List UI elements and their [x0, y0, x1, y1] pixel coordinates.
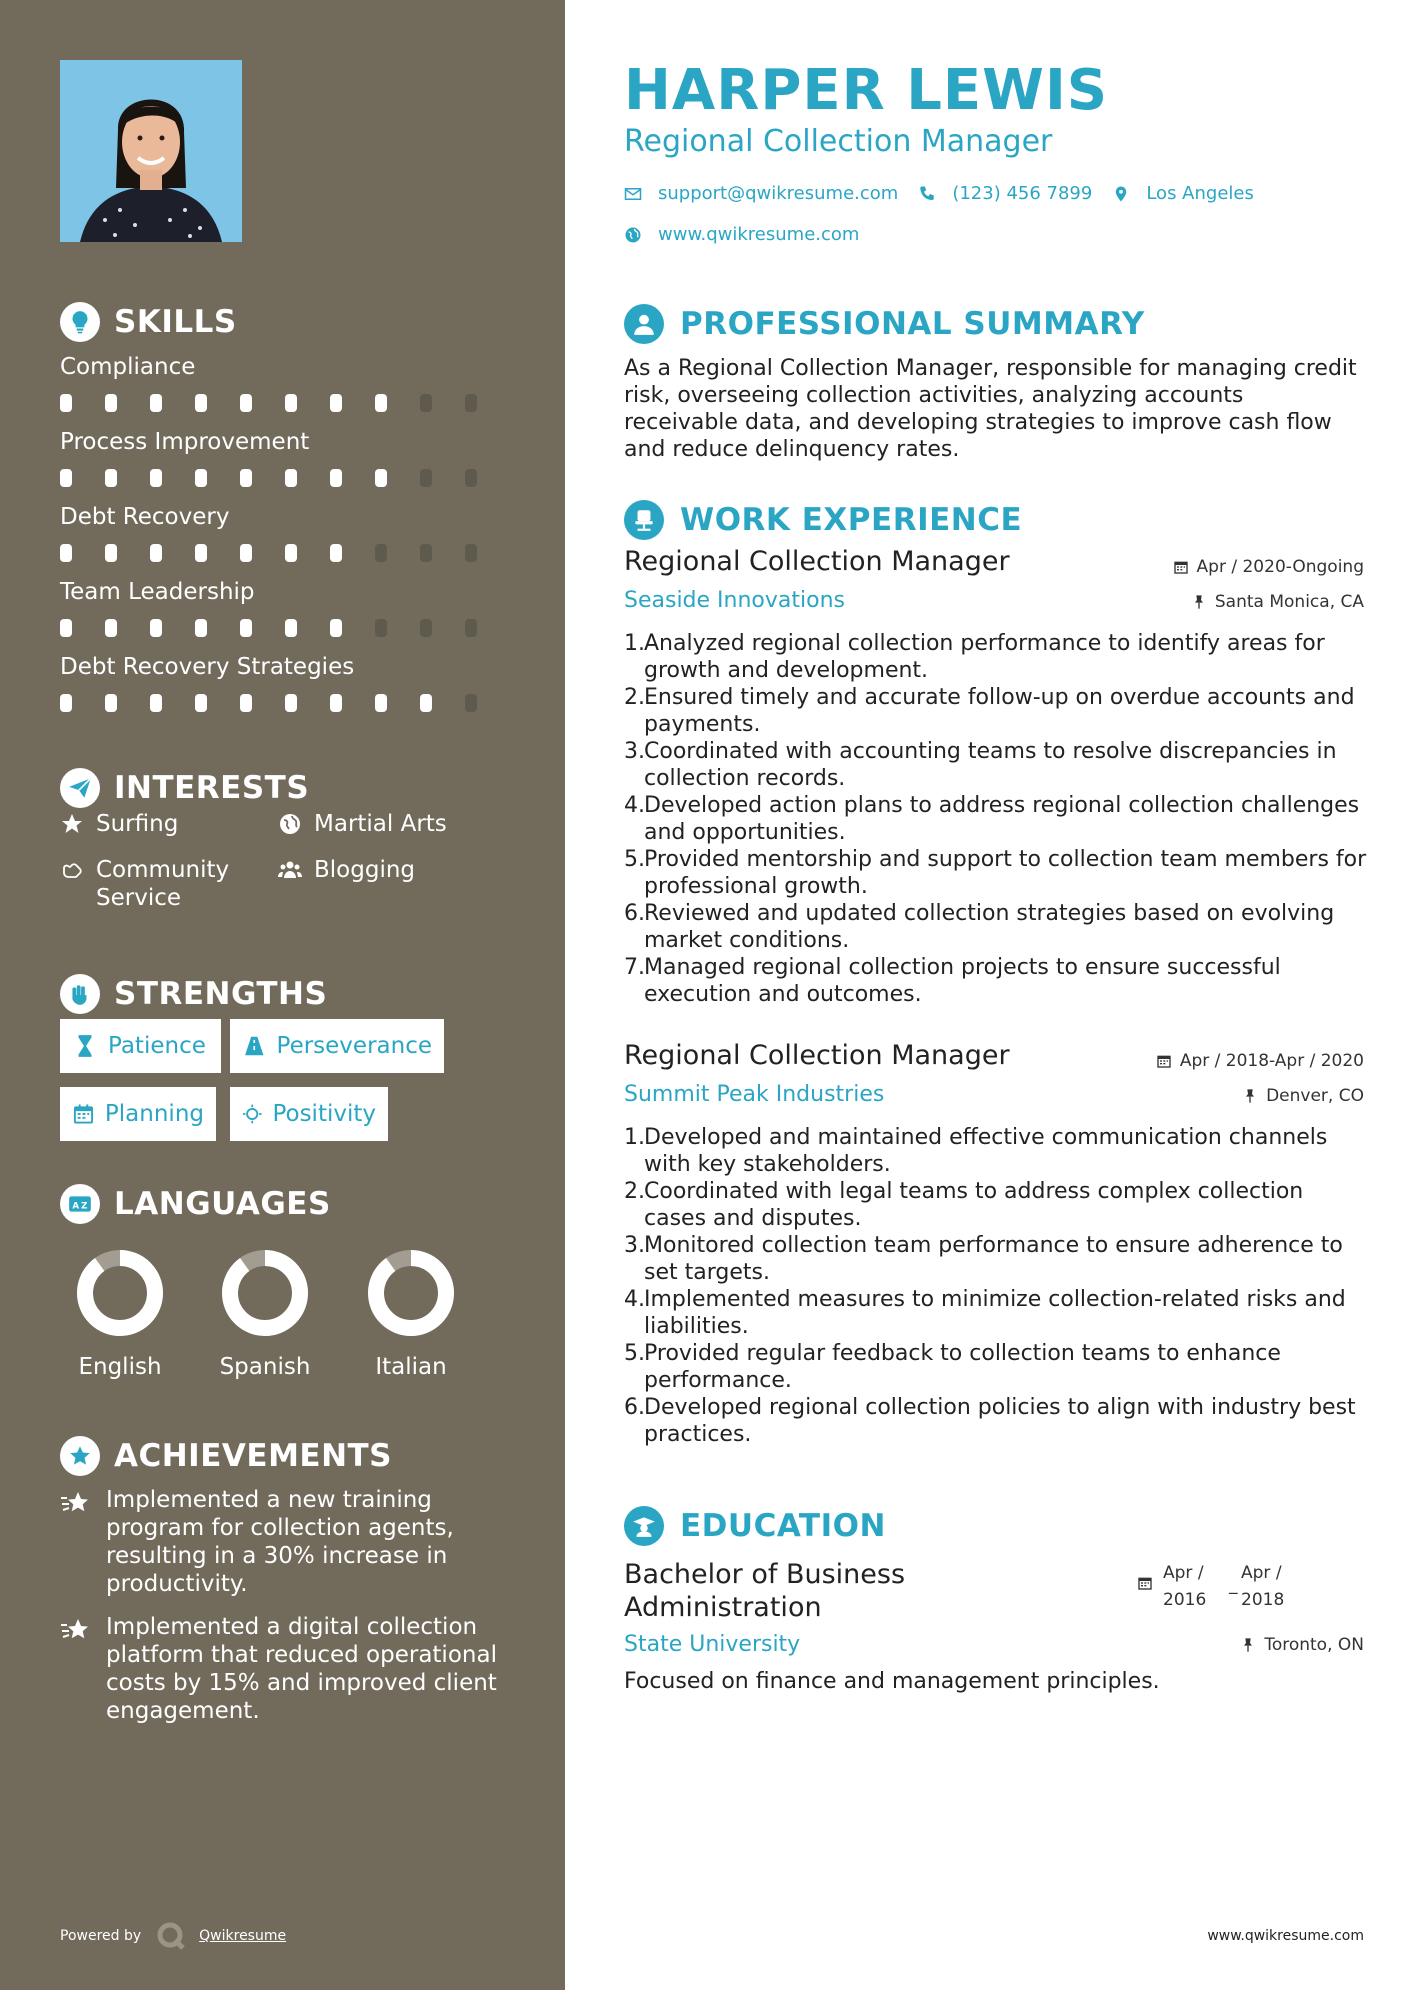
list-number: 5.	[624, 847, 645, 872]
language-spanish: Spanish	[205, 1250, 325, 1380]
list-item	[624, 1286, 1369, 1340]
skill-item	[60, 425, 510, 487]
strengths-title: STRENGTHS	[114, 976, 328, 1012]
skill-name: Debt Recovery	[60, 504, 230, 530]
list-item	[624, 1394, 1369, 1448]
list-text: Provided mentorship and support to collection team members for professional growth.	[644, 847, 1367, 899]
list-text: Developed regional collection policies to align with industry best practices.	[644, 1395, 1356, 1447]
rating-dot-filled	[195, 544, 207, 562]
website-row	[624, 224, 859, 245]
rating-dot-filled	[285, 694, 297, 712]
rating-dot-filled	[195, 694, 207, 712]
skill-rating	[60, 694, 510, 712]
list-number: 4.	[624, 793, 645, 818]
rating-dot-filled	[375, 469, 387, 487]
svg-text:Z: Z	[81, 1201, 88, 1212]
skill-name: Debt Recovery Strategies	[60, 654, 355, 680]
pushpin-icon	[1240, 1637, 1256, 1653]
rating-dot-filled	[330, 694, 342, 712]
list-number: 6.	[624, 901, 645, 926]
pushpin-icon	[1242, 1088, 1258, 1104]
list-item	[624, 792, 1369, 846]
user-icon	[624, 304, 664, 344]
skill-item	[60, 350, 510, 412]
rating-dot-filled	[60, 394, 72, 412]
list-item	[624, 1340, 1369, 1394]
rating-dot-empty	[375, 544, 387, 562]
rating-dot-filled	[195, 394, 207, 412]
education-location: Toronto, ON	[1240, 1635, 1364, 1655]
list-item	[624, 1124, 1369, 1178]
users-icon	[278, 858, 302, 882]
hand-icon	[60, 858, 84, 882]
list-item	[624, 630, 1369, 684]
language-ring	[222, 1250, 308, 1336]
rating-dot-filled	[105, 469, 117, 487]
list-item	[624, 954, 1369, 1008]
list-number: 3.	[624, 739, 645, 764]
list-text: Analyzed regional collection performance to identify areas for growth and development.	[644, 631, 1325, 683]
road-icon	[242, 1033, 267, 1059]
rating-dot-empty	[465, 469, 477, 487]
rating-dot-filled	[330, 544, 342, 562]
rating-dot-filled	[330, 619, 342, 637]
skill-rating	[60, 394, 510, 412]
rating-dot-filled	[375, 694, 387, 712]
rating-dot-empty	[465, 394, 477, 412]
skill-rating	[60, 619, 510, 637]
hourglass-icon	[72, 1033, 98, 1059]
interest-item: Martial Arts	[278, 810, 447, 838]
paper-plane-icon	[60, 768, 100, 808]
rating-dot-empty	[420, 394, 432, 412]
list-number: 5.	[624, 1341, 645, 1366]
language-english: English	[60, 1250, 180, 1380]
list-text: Coordinated with accounting teams to resolve discrepancies in collection records.	[644, 739, 1337, 791]
list-text: Managed regional collection projects to ensure successful execution and outcomes.	[644, 955, 1281, 1007]
rating-dot-filled	[285, 544, 297, 562]
skill-rating	[60, 544, 510, 562]
contact-row	[624, 183, 1254, 204]
rating-dot-filled	[240, 694, 252, 712]
skill-item	[60, 500, 510, 562]
list-item	[624, 900, 1369, 954]
ring-fill	[376, 1258, 446, 1328]
rating-dot-empty	[465, 619, 477, 637]
calendar-icon	[1137, 1575, 1153, 1591]
footer-website[interactable]: www.qwikresume.com	[1207, 1928, 1364, 1944]
skill-name: Compliance	[60, 354, 196, 380]
skill-name: Process Improvement	[60, 429, 310, 455]
job-dates: Apr / 2020-Ongoing	[1173, 557, 1364, 577]
rating-dot-filled	[150, 394, 162, 412]
fist-icon	[60, 974, 100, 1014]
rating-dot-filled	[105, 694, 117, 712]
interests-title: INTERESTS	[114, 770, 310, 806]
list-item	[624, 846, 1369, 900]
website-link[interactable]: www.qwikresume.com	[658, 224, 860, 245]
candidate-title: Regional Collection Manager	[624, 124, 1053, 159]
calendar-icon	[1156, 1053, 1172, 1069]
rating-dot-filled	[150, 619, 162, 637]
job-dates: Apr / 2018-Apr / 2020	[1156, 1051, 1364, 1071]
sidebar	[0, 0, 565, 1990]
job-title: Regional Collection Manager	[624, 546, 1010, 577]
skill-name: Team Leadership	[60, 579, 255, 605]
translate-icon	[60, 1184, 100, 1224]
list-number: 1.	[624, 1125, 645, 1150]
list-text: Ensured timely and accurate follow-up on overdue accounts and payments.	[644, 685, 1355, 737]
rating-dot-filled	[60, 619, 72, 637]
language-ring	[368, 1250, 454, 1336]
languages-heading	[60, 1184, 331, 1224]
skill-rating	[60, 469, 510, 487]
rating-dot-empty	[420, 469, 432, 487]
list-number: 2.	[624, 1179, 645, 1204]
rating-dot-filled	[240, 619, 252, 637]
shooting-star-icon	[60, 1488, 92, 1520]
skills-title: SKILLS	[114, 304, 237, 340]
rating-dot-filled	[105, 544, 117, 562]
degree-title: Bachelor of Business Administration	[624, 1559, 906, 1623]
list-text: Coordinated with legal teams to address complex collection cases and disputes.	[644, 1179, 1304, 1231]
rating-dot-filled	[105, 394, 117, 412]
briefcase-chair-icon	[624, 500, 664, 540]
interest-item: Blogging	[278, 856, 415, 884]
list-number: 3.	[624, 1233, 645, 1258]
rating-dot-filled	[60, 469, 72, 487]
job-location: Denver, CO	[1242, 1086, 1364, 1106]
rating-dot-filled	[150, 694, 162, 712]
profile-photo	[60, 60, 242, 242]
rating-dot-filled	[240, 544, 252, 562]
achievement-item: Implemented a digital collection platform that reduced operational costs by 15% and improved client engagement.	[60, 1613, 510, 1725]
ring-fill	[230, 1258, 300, 1328]
list-number: 7.	[624, 955, 645, 980]
pushpin-icon	[1191, 594, 1207, 610]
globe-icon	[278, 812, 302, 836]
list-item	[624, 1178, 1369, 1232]
rating-dot-filled	[240, 469, 252, 487]
trophy-star-icon	[60, 1436, 100, 1476]
strength-badge-positivity: Positivity	[230, 1087, 388, 1141]
rating-dot-empty	[465, 544, 477, 562]
list-text: Developed and maintained effective communication channels with key stakeholders.	[644, 1125, 1328, 1177]
job-responsibilities	[624, 630, 1369, 1008]
achievement-item: Implemented a new training program for collection agents, resulting in a 30% increase in productivity.	[60, 1486, 510, 1598]
rating-dot-filled	[195, 469, 207, 487]
sun-icon	[242, 1101, 262, 1127]
list-text: Implemented measures to minimize collection-related risks and liabilities.	[644, 1287, 1346, 1339]
company-name: Seaside Innovations	[624, 588, 845, 613]
rating-dot-empty	[420, 619, 432, 637]
rating-dot-filled	[285, 469, 297, 487]
candidate-name: HARPER LEWIS	[624, 58, 1109, 123]
job-title: Regional Collection Manager	[624, 1040, 1010, 1071]
job-responsibilities	[624, 1124, 1369, 1448]
experience-heading: WORK EXPERIENCE	[624, 500, 1022, 540]
achievements-heading	[60, 1436, 392, 1476]
calendar-icon	[72, 1101, 95, 1127]
list-number: 4.	[624, 1287, 645, 1312]
list-item	[624, 684, 1369, 738]
rating-dot-empty	[420, 544, 432, 562]
list-number: 1.	[624, 631, 645, 656]
list-text: Monitored collection team performance to ensure adherence to set targets.	[644, 1233, 1343, 1285]
rating-dot-filled	[240, 394, 252, 412]
list-text: Developed action plans to address regional collection challenges and opportunities.	[644, 793, 1360, 845]
strength-badge-patience: Patience	[60, 1019, 221, 1073]
list-number: 6.	[624, 1395, 645, 1420]
ring-fill	[85, 1258, 155, 1328]
rating-dot-filled	[285, 619, 297, 637]
strength-badge-perseverance: Perseverance	[230, 1019, 444, 1073]
graduate-icon	[624, 1506, 664, 1546]
rating-dot-filled	[150, 544, 162, 562]
rating-dot-filled	[420, 694, 432, 712]
school-name: State University	[624, 1632, 801, 1657]
summary-text: As a Regional Collection Manager, responsible for managing credit risk, overseeing collection activities, analyzing accounts receivable data, and developing strategies to improve cash flow and reduce delinquency rates.	[624, 356, 1357, 462]
star-icon	[60, 812, 84, 836]
qwikresume-link[interactable]: Qwikresume	[199, 1928, 287, 1944]
skill-item	[60, 575, 510, 637]
languages-title: LANGUAGES	[114, 1186, 331, 1222]
strength-badge-planning: Planning	[60, 1087, 216, 1141]
job-location: Santa Monica, CA	[1191, 592, 1364, 612]
strengths-heading	[60, 974, 327, 1014]
rating-dot-filled	[330, 469, 342, 487]
globe-icon	[624, 226, 642, 244]
rating-dot-filled	[285, 394, 297, 412]
phone-icon	[918, 185, 936, 203]
list-item	[624, 738, 1369, 792]
rating-dot-empty	[465, 694, 477, 712]
list-text: Provided regular feedback to collection teams to enhance performance.	[644, 1341, 1281, 1393]
skill-item	[60, 650, 510, 712]
powered-by: Powered by Qwikresume	[60, 1920, 286, 1952]
interests-heading	[60, 768, 309, 808]
lightbulb-icon	[60, 302, 100, 342]
rating-dot-filled	[195, 619, 207, 637]
email-link[interactable]: support@qwikresume.com	[658, 183, 899, 204]
language-ring	[77, 1250, 163, 1336]
map-pin-icon	[1112, 185, 1130, 203]
qwikresume-logo-icon	[155, 1920, 187, 1952]
interest-item: Community Service	[60, 856, 260, 912]
education-description: Focused on finance and management principles.	[624, 1669, 1160, 1694]
education-heading: EDUCATION	[624, 1506, 886, 1546]
list-number: 2.	[624, 685, 645, 710]
rating-dot-filled	[330, 394, 342, 412]
summary-heading: PROFESSIONAL SUMMARY	[624, 304, 1145, 344]
rating-dot-filled	[375, 394, 387, 412]
shooting-star-icon	[60, 1615, 92, 1647]
company-name: Summit Peak Industries	[624, 1082, 885, 1107]
list-text: Reviewed and updated collection strategies based on evolving market conditions.	[644, 901, 1335, 953]
location-text: Los Angeles	[1146, 183, 1254, 204]
rating-dot-empty	[375, 619, 387, 637]
phone-number[interactable]: (123) 456 7899	[952, 183, 1093, 204]
envelope-icon	[624, 185, 642, 203]
svg-text:A: A	[72, 1201, 80, 1212]
language-italian: Italian	[351, 1250, 471, 1380]
skills-heading	[60, 302, 237, 342]
education-dates: Apr / 2016 _ Apr / 2018	[1137, 1560, 1284, 1614]
achievements-title: ACHIEVEMENTS	[114, 1438, 393, 1474]
rating-dot-filled	[60, 694, 72, 712]
rating-dot-filled	[105, 619, 117, 637]
rating-dot-filled	[60, 544, 72, 562]
list-item	[624, 1232, 1369, 1286]
interest-item: Surfing	[60, 810, 178, 838]
calendar-icon	[1173, 559, 1189, 575]
rating-dot-filled	[150, 469, 162, 487]
